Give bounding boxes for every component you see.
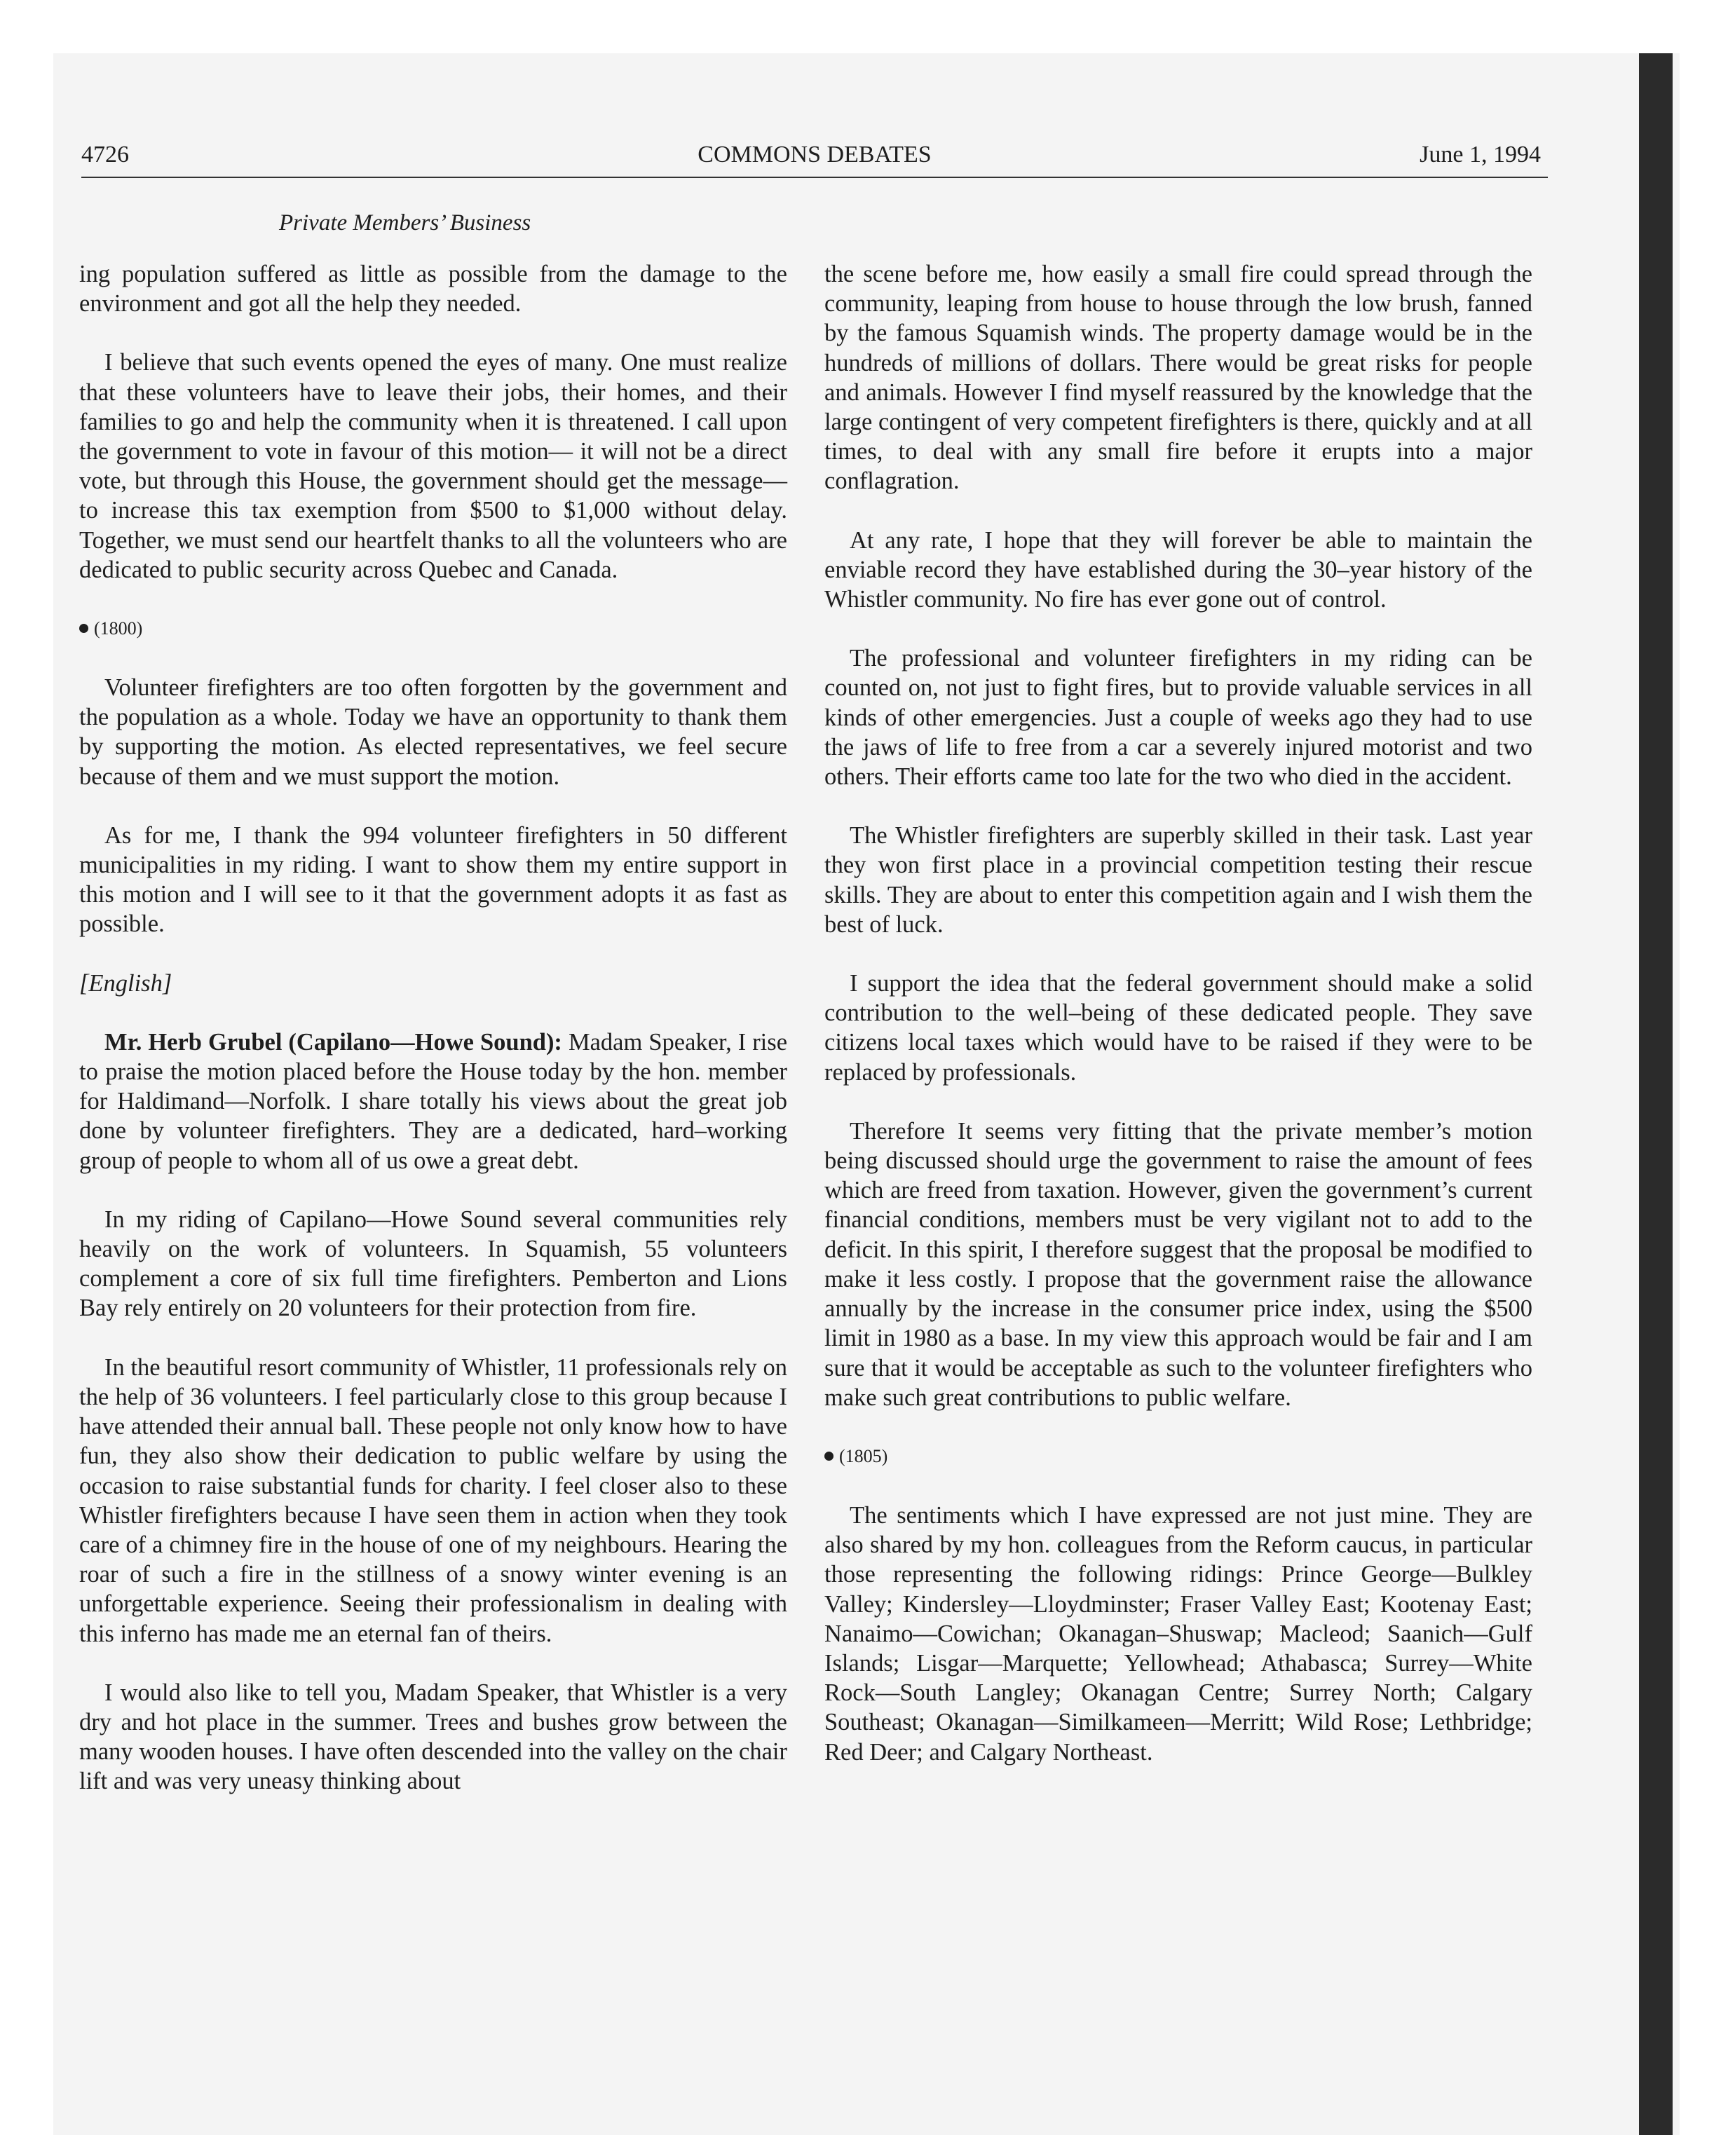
paragraph: In my riding of Capilano—Howe Sound several communities rely heavily on the work of volunteers. In Squamish, 55 volunteers complement a core of six full time firefighters. Pemberton and Lions Bay rely entirely on 20 volunteers for their protection from fire.: [79, 1206, 787, 1322]
paragraph: the scene before me, how easily a small fire could spread through the community, leaping from house to house through the low brush, fanned by the famous Squamish winds. The property damage would be in the hundreds of millions of dollars. There would be great risks for people and animals. However I find myself reassured by the knowledge that the large contingent of very competent firefighters is there, quickly and at all times, to deal with any small fire before it erupts into a major conflagration.: [824, 261, 1532, 495]
paragraph: The professional and volunteer firefighters in my riding can be counted on, not just to fight fires, but to provide valuable services in all kinds of other emergencies. Just a couple of weeks ago they had to use the jaws of life to free from a car a severely injured motorist and two others. Their efforts came too late for the two who died in the accident.: [824, 645, 1532, 791]
language-marker: [English]: [79, 969, 172, 997]
time-marker-text: (1800): [94, 618, 143, 639]
page-header: [81, 139, 1548, 178]
time-marker-text: (1805): [839, 1445, 888, 1466]
page-number: 4726: [81, 142, 129, 168]
paragraph: The sentiments which I have expressed are not just mine. They are also shared by my hon. colleagues from the Reform caucus, in particular those representing the following ridings: Prince George—Bulkley Valley; Kindersley—Lloydminster; Fraser Valley East; Kootenay East; Nanaimo—Cowichan; Okanagan–Shuswap; Macleod; Saanich—Gulf Islands; Lisgar—Marquette; Yellowhead; Athabasca; Surrey—White Rock—South Langley; Okanagan Centre; Surrey North; Calgary Southeast; Okanagan—Similkameen—Merritt; Wild Rose; Lethbridge; Red Deer; and Calgary Northeast.: [824, 1501, 1532, 1766]
paragraph: At any rate, I hope that they will forever be able to maintain the enviable record they have established during the 30–year history of the Whistler community. No fire has ever gone out of control.: [824, 526, 1532, 613]
bullet-icon: [824, 1452, 834, 1461]
paragraph: The Whistler firefighters are superbly skilled in their task. Last year they won first place in a provincial competition testing their rescue skills. They are about to enter this competition again and I wish them the best of luck.: [824, 822, 1532, 938]
publication-title: COMMONS DEBATES: [698, 142, 932, 168]
paragraph: Therefore It seems very fitting that the private member’s motion being discussed should urge the government to raise the amount of fees which are freed from taxation. However, given the government’s current financial conditions, members must be very vigilant not to add to the deficit. In this spirit, I therefore suggest that the proposal be modified to make it less costly. I propose that the government raise the allowance annually by the increase in the consumer price index, using the $500 limit in 1980 as a base. In my view this approach would be fair and I am sure that it would be acceptable as such to the volunteer firefighters who make such great contributions to public welfare.: [824, 1117, 1532, 1411]
page-date: June 1, 1994: [1420, 142, 1541, 168]
time-marker: [79, 614, 787, 643]
paragraph: I support the idea that the federal government should make a solid contribution to the well–being of these dedicated people. They save citizens local taxes which would have to be raised if they were to be replaced by professionals.: [824, 970, 1532, 1086]
paragraph: Volunteer firefighters are too often forgotten by the government and the population as a whole. Today we have an opportunity to thank them by supporting the motion. As elected representatives, we feel secure because of them and we must support the motion.: [79, 674, 787, 790]
paragraph: I would also like to tell you, Madam Speaker, that Whistler is a very dry and hot place in the summer. Trees and bushes grow between the many wooden houses. I have often descended into the valley on the chair lift and was very uneasy thinking about: [79, 1679, 787, 1795]
left-column: [79, 259, 787, 1826]
speech-text: Madam Speaker, I rise to praise the motion placed before the House today by the hon. member for Haldimand—Norfolk. I share totally his views about the great job done by volunteer firefighters. They are a dedicated, hard–working group of people to whom all of us owe a great debt.: [79, 1028, 788, 1174]
right-column: [824, 259, 1532, 1796]
paragraph: ing population suffered as little as possible from the damage to the environment and got all the help they needed.: [79, 261, 787, 318]
paragraph: In the beautiful resort community of Whistler, 11 professionals rely on the help of 36 volunteers. I feel particularly close to this group because I have attended their annual ball. These people not only know how to have fun, they also show their dedication to public welfare by using the occasion to raise substantial funds for charity. I feel closer also to these Whistler firefighters because I have seen them in action when they took care of a chimney fire in the house of one of my neighbours. Hearing the roar of such a fire in the stillness of a snowy winter evening is an unforgettable experience. Seeing their professionalism in dealing with this inferno has made me an eternal fan of theirs.: [79, 1353, 787, 1647]
time-marker: [824, 1442, 1532, 1471]
section-title: Private Members’ Business: [279, 210, 531, 236]
paragraph: As for me, I thank the 994 volunteer firefighters in 50 different municipalities in my riding. I want to show them my entire support in this motion and I will see to it that the government adopts it as fast as possible.: [79, 821, 787, 938]
page-edge-shadow: [1639, 53, 1673, 2135]
speech-paragraph: [79, 1028, 787, 1175]
speaker-name: Mr. Herb Grubel (Capilano—Howe Sound):: [104, 1028, 562, 1056]
bullet-icon: [79, 624, 88, 633]
paragraph: I believe that such events opened the eyes of many. One must realize that these volunteers have to leave their jobs, their homes, and their families to go and help the community when it is threatened. I call upon the government to vote in favour of this motion— it will not be a direct vote, but through this House, the government should get the message—to increase this tax exemption from $500 to $1,000 without delay. Together, we must send our heartfelt thanks to all the volunteers who are dedicated to public security across Quebec and Canada.: [79, 349, 787, 583]
